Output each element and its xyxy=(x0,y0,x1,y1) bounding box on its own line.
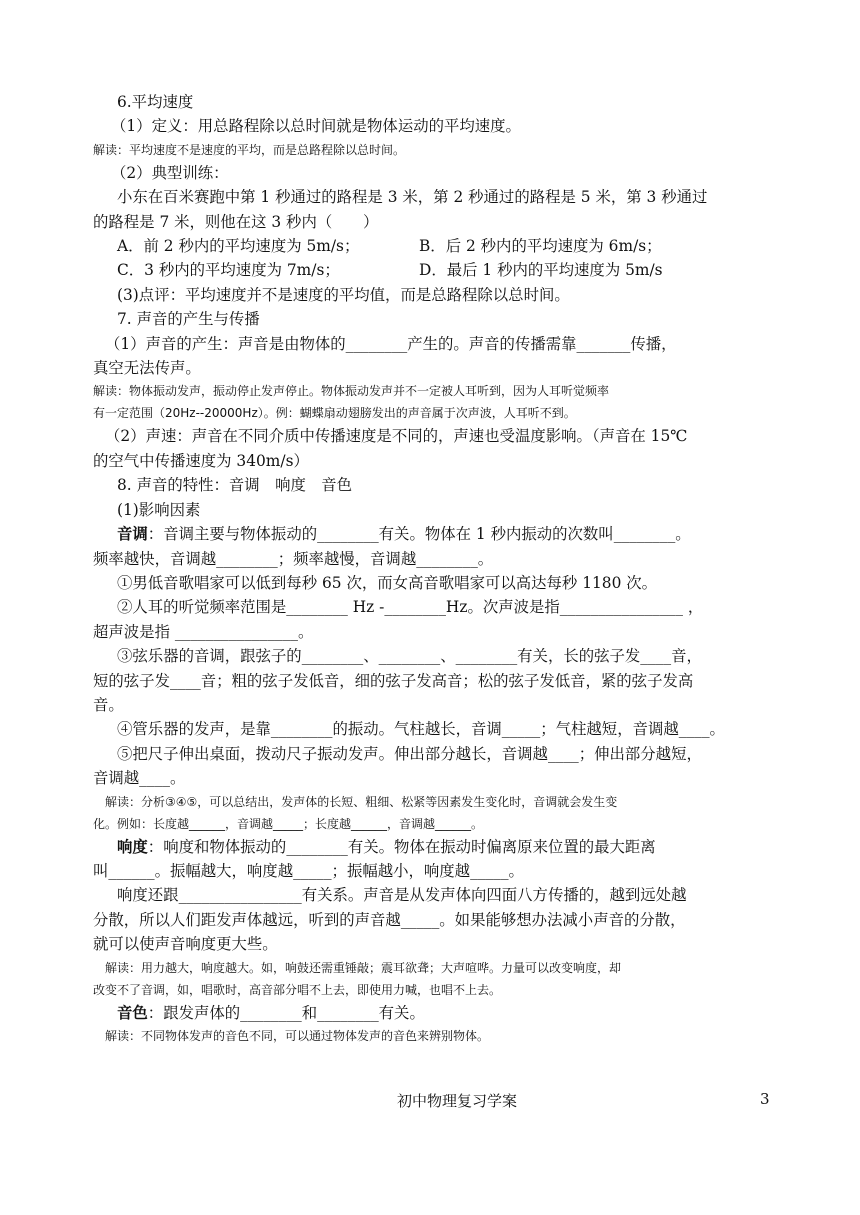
page-content xyxy=(93,90,773,1047)
text-line: （2）典型训练： xyxy=(111,163,229,182)
text-line: 的路程是 7 米，则他在这 3 秒内（ ） xyxy=(93,212,379,231)
text-line xyxy=(93,1001,773,1025)
term-label: 音色 xyxy=(117,1003,148,1022)
term-label: 响度 xyxy=(117,837,148,856)
text-line xyxy=(93,522,773,546)
text-line: 短的弦子发____音；粗的弦子发低音，细的弦子发高音；松的弦子发低音，紧的弦子发高 xyxy=(93,671,694,690)
text-line: ④管乐器的发声，是靠________的振动。气柱越长，音调_____；气柱越短，音调越____。 xyxy=(117,720,725,739)
annotation-line: 化。例如：长度越______，音调越_____；长度越______，音调越______。 xyxy=(93,816,484,831)
text-line xyxy=(93,835,773,859)
option-item: D．最后 1 秒内的平均速度为 5m/s xyxy=(419,261,663,280)
term-text: ：响度和物体振动的________有关。物体在振动时偏离原来位置的最大距离 xyxy=(147,837,656,856)
option-item: C．3 秒内的平均速度为 7m/s； xyxy=(117,261,340,280)
text-line: 分散，所以人们距发声体越远，听到的声音越_____。如果能够想办法减小声音的分散， xyxy=(93,910,686,929)
term-text: ：音调主要与物体振动的________有关。物体在 1 秒内振动的次数叫________。 xyxy=(147,525,691,544)
annotation-line: 解读：不同物体发声的音色不同，可以通过物体发声的音色来辨别物体。 xyxy=(105,1029,490,1043)
text-line: 频率越快，音调越________；频率越慢，音调越________。 xyxy=(93,549,494,568)
text-line: ①男低音歌唱家可以低到每秒 65 次，而女高音歌唱家可以高达每秒 1180 次。 xyxy=(117,573,658,592)
page-number: 3 xyxy=(760,1090,770,1108)
text-line: 就可以使声音响度更大些。 xyxy=(93,935,278,954)
text-line: (1)影响因素 xyxy=(117,500,201,519)
text-line: (3)点评：平均速度并不是速度的平均值，而是总路程除以总时间。 xyxy=(117,285,570,304)
section-average-speed xyxy=(93,90,773,234)
text-line: 真空无法传声。 xyxy=(93,359,201,378)
text-line: ③弦乐器的音调，跟弦子的________、________、________有关，长的弦子发____音， xyxy=(117,647,702,666)
text-line: （2）声速：声音在不同介质中传播速度是不同的，声速也受温度影响。（声音在 15℃ xyxy=(105,427,688,446)
text-line: 6.平均速度 xyxy=(117,93,194,111)
answer-options xyxy=(93,234,773,283)
text-line: （1）定义：用总路程除以总时间就是物体运动的平均速度。 xyxy=(111,117,521,136)
annotation-line: 解读：用力越大，响度越大。如，响鼓还需重锤敲；震耳欲聋；大声喧哗。力量可以改变响度，却 xyxy=(105,960,622,975)
text-line: 8. 声音的特性：音调 响度 音色 xyxy=(117,476,353,495)
text-line: 7. 声音的产生与传播 xyxy=(117,310,260,329)
text-line: 小东在百米赛跑中第 1 秒通过的路程是 3 米，第 2 秒通过的路程是 5 米，第 3 秒通过 xyxy=(117,188,708,207)
annotation-line: 有一定范围（20Hz--20000Hz）。例：蝴蝶扇动翅膀发出的声音属于次声波，人耳听不到。 xyxy=(93,406,576,421)
section-sound xyxy=(93,283,773,1047)
text-line: 叫______。振幅越大，响度越_____；振幅越小，响度越_____。 xyxy=(93,861,524,880)
term-label: 音调 xyxy=(117,525,148,544)
text-line: （1）声音的产生：声音是由物体的________产生的。声音的传播需靠_______传播， xyxy=(105,334,677,353)
term-text: ：跟发声体的________和________有关。 xyxy=(147,1003,425,1022)
option-row xyxy=(93,258,773,282)
annotation-line: 解读：平均速度不是速度的平均，而是总路程除以总时间。 xyxy=(93,142,406,157)
text-line: ②人耳的听觉频率范围是________ Hz -________Hz。次声波是指________________ ， xyxy=(117,598,704,617)
text-line: 响度还跟________________有关系。声音是从发声体向四面八方传播的，越到远处越 xyxy=(117,886,687,905)
footer-title: 初中物理复习学案 xyxy=(397,1092,518,1110)
text-line: 的空气中传播速度为 340m/s） xyxy=(93,451,309,470)
text-line: 超声波是指 ________________。 xyxy=(93,622,314,641)
text-line: 音调越____。 xyxy=(93,769,186,788)
option-row xyxy=(93,234,773,258)
option-item: B．后 2 秒内的平均速度为 6m/s； xyxy=(419,237,662,256)
option-item: A．前 2 秒内的平均速度为 5m/s； xyxy=(117,237,360,256)
annotation-line: 解读：分析③④⑤，可以总结出，发声体的长短、粗细、松紧等因素发生变化时，音调就会发生变 xyxy=(105,794,618,809)
annotation-line: 解读：物体振动发声，振动停止发声停止。物体振动发声并不一定被人耳听到，因为人耳听觉频率 xyxy=(93,384,610,399)
text-line: 音。 xyxy=(93,695,124,714)
text-line: ⑤把尺子伸出桌面，拨动尺子振动发声。伸出部分越长，音调越____；伸出部分越短， xyxy=(117,744,702,763)
annotation-line: 改变不了音调，如，唱歌时，高音部分唱不上去，即使用力喊，也唱不上去。 xyxy=(93,982,502,997)
